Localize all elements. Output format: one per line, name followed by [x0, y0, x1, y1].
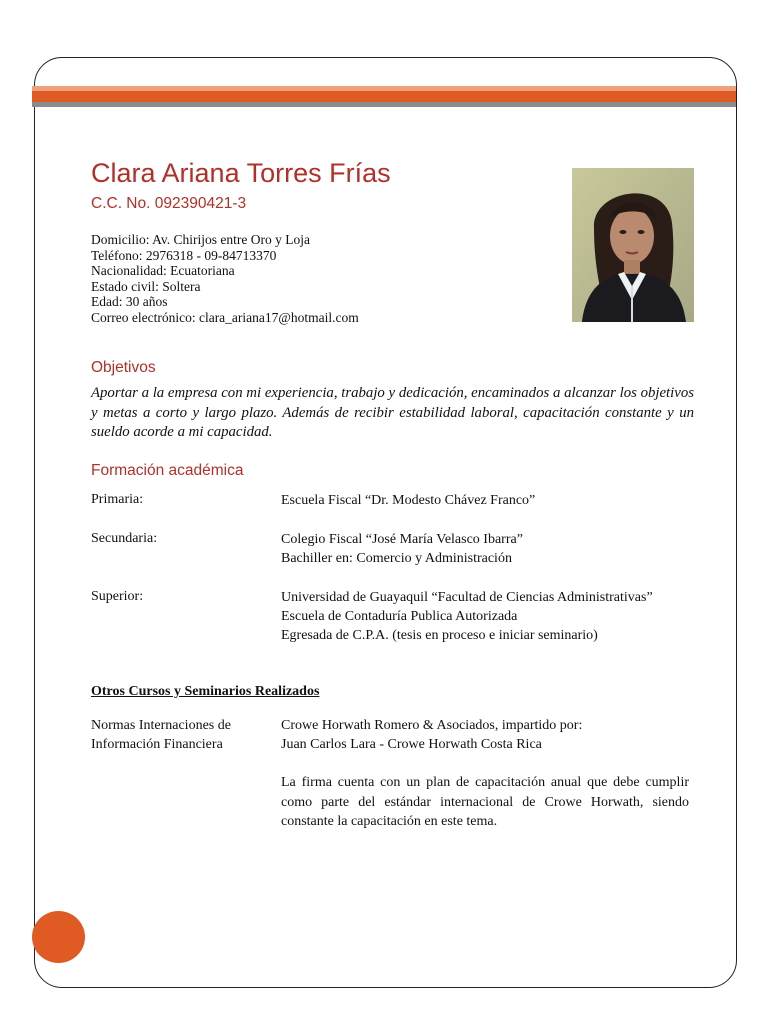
- contact-age: Edad: 30 años: [91, 294, 168, 309]
- education-line: Egresada de C.P.A. (tesis en proceso e iniciar seminario): [281, 628, 598, 643]
- course-value-line: Crowe Horwath Romero & Asociados, impartido por:: [281, 718, 583, 733]
- contact-email: Correo electrónico: clara_ariana17@hotmail.com: [91, 309, 359, 325]
- candidate-name: Clara Ariana Torres Frías: [91, 158, 391, 188]
- contact-civil-status: Estado civil: Soltera: [91, 278, 201, 294]
- contact-address: Domicilio: Av. Chirijos entre Oro y Loja: [91, 232, 310, 247]
- id-number: C.C. No. 092390421-3: [91, 195, 247, 212]
- contact-phone: Teléfono: 2976318 - 09-84713370: [91, 247, 277, 263]
- education-value-superior: [281, 588, 653, 645]
- education-line: Universidad de Guayaquil “Facultad de Ciencias Administrativas”: [281, 590, 653, 605]
- profile-photo: [572, 168, 694, 322]
- education-value-secundaria: [281, 530, 523, 568]
- section-title-formacion: Formación académica: [91, 462, 244, 479]
- course-label-line: Normas Internaciones de: [91, 718, 231, 733]
- objective-text: Aportar a la empresa con mi experiencia, trabajo y dedicación, encaminados a alcanzar los objetivos y metas a corto y largo plazo. Además de recibir estabilidad laboral, capacitación constante y un sueldo acorde a mi capacidad.: [91, 385, 694, 440]
- course-value: [281, 716, 582, 754]
- header-band-orange: [32, 91, 736, 102]
- education-line: Escuela Fiscal “Dr. Modesto Chávez Franco”: [281, 493, 536, 508]
- education-line: Bachiller en: Comercio y Administración: [281, 551, 512, 566]
- course-label: [91, 716, 231, 754]
- course-value-line: Juan Carlos Lara - Crowe Horwath Costa Rica: [281, 737, 542, 752]
- education-line: Colegio Fiscal “José María Velasco Ibarra”: [281, 532, 523, 547]
- education-label-superior: Superior:: [91, 589, 144, 604]
- courses-title: Otros Cursos y Seminarios Realizados: [91, 684, 320, 699]
- education-label-primaria: Primaria:: [91, 492, 144, 507]
- contact-nationality: Nacionalidad: Ecuatoriana: [91, 263, 235, 278]
- education-value-primaria: [281, 491, 535, 510]
- course-description: La firma cuenta con un plan de capacitación anual que debe cumplir como parte del estándar internacional de Crowe Horwath, siendo constante la capacitación en este tema.: [281, 775, 689, 829]
- contact-block: [91, 232, 359, 325]
- course-label-line: Información Financiera: [91, 737, 223, 752]
- education-label-secundaria: Secundaria:: [91, 531, 158, 546]
- education-line: Escuela de Contaduría Publica Autorizada: [281, 609, 518, 624]
- section-title-objetivos: Objetivos: [91, 359, 156, 376]
- decorative-circle: [32, 911, 85, 963]
- header-band-gray: [32, 102, 736, 107]
